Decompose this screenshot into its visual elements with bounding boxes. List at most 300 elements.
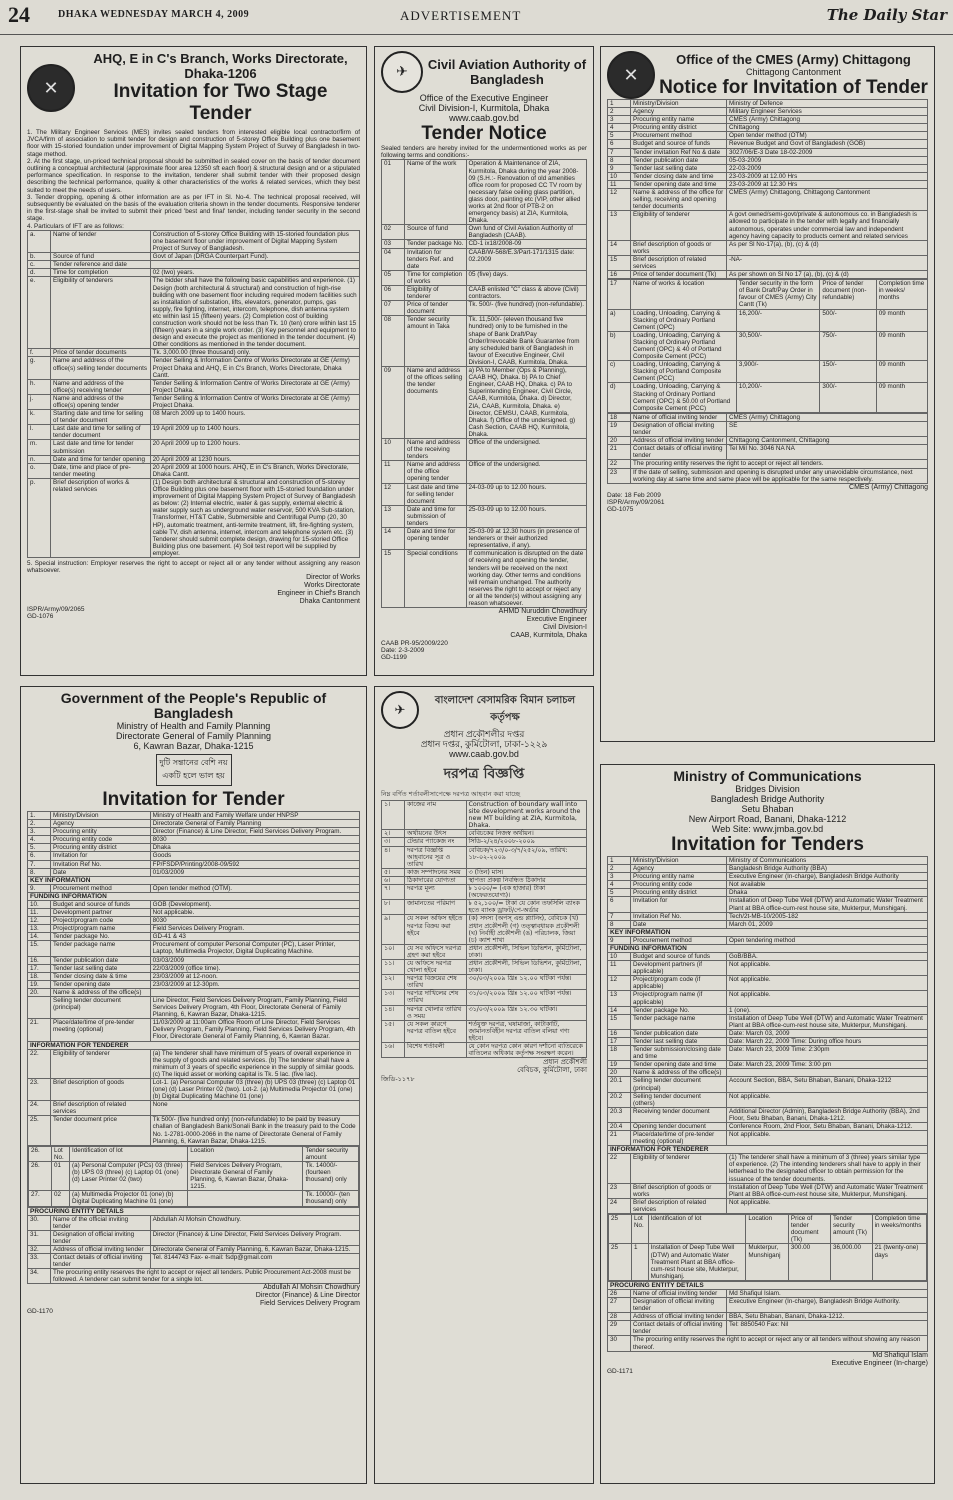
table-cell: e. [28, 277, 51, 349]
table-cell: 1 [632, 1244, 649, 1280]
table-cell: CMES (Army) Chittagong, Chittagong Cantonment [727, 189, 928, 211]
table-cell: Selling tender document (principal) [51, 996, 151, 1018]
table-cell: The procuring entity reserves the right to accept or reject any or all tenders without showing any reason thereof. [631, 1336, 928, 1351]
bn-signature [381, 1058, 587, 1074]
text-line: 6, Kawran Bazar, Dhaka-1215 [133, 741, 254, 751]
table-cell: Bangladesh Bridge Authority (BBA) [727, 865, 928, 873]
table-cell: 10 [382, 438, 405, 460]
army-emblem-icon: ✕ [607, 51, 655, 99]
table-cell: If communication is disrupted on the date of receiving and opening the tender, tenders will be received on the next working day. Other terms and conditions will remain unchanged. The authority reserves the right to accept or reject any or all the tender(s) without assigning any reason whatsoever. [466, 550, 587, 608]
table-row [382, 316, 587, 367]
table-cell: 17. [28, 964, 51, 972]
moc-table [607, 856, 928, 1352]
table-row [382, 975, 587, 990]
table-cell: Tender last selling date [631, 1037, 727, 1045]
table-row [28, 860, 360, 868]
table-row [608, 1046, 928, 1061]
table-cell: ১০। [382, 944, 405, 959]
table-cell: Name and address of the office(s) selling tender documents [51, 357, 151, 379]
text-line: ISPR/Army/09/2061 [607, 498, 665, 506]
table-row [608, 116, 928, 124]
table-cell: 21 [608, 445, 631, 460]
table-row [608, 189, 928, 211]
table-cell: 20 [608, 437, 631, 445]
table-row [28, 917, 360, 925]
caab-intro: Sealed tenders are hereby invited for the undermentioned works as per following terms and conditions:- [381, 145, 587, 160]
table-cell: Last date and time for selling tender document [405, 483, 467, 505]
table-cell: Ministry of Defence [727, 100, 928, 108]
table-row [608, 1321, 928, 1336]
table-row [608, 936, 928, 944]
table-cell: 8030 [150, 917, 359, 925]
table-cell: Source of fund [51, 253, 151, 261]
text-line: Field Services Delivery Program [260, 1300, 360, 1308]
table-cell: 19. [28, 980, 51, 988]
table-cell: Chittagong [727, 124, 928, 132]
lot-row [608, 383, 928, 412]
table-cell: Name of the work [405, 160, 467, 225]
table-cell: A govt owned/semi-govt/private & autonomous co. in Bangladesh is allowed to participate in the tender with legally and financially autonomous, operates under commercial law and independent agency having capacity to products cement and related services [727, 211, 928, 240]
table-cell: 02 [52, 1191, 70, 1206]
bn-office [381, 729, 587, 759]
table-cell: Ministry of Communications [727, 857, 928, 865]
table-row [382, 830, 587, 838]
table-cell: Not available [727, 881, 928, 889]
table-row [28, 884, 360, 892]
table-cell: Price of tender document [405, 301, 467, 316]
table-cell: Tk. 3,000.00 (three thousand) only. [150, 349, 359, 357]
text-line: Engineer in Chief's Branch [277, 590, 360, 598]
ad-caab [374, 46, 594, 676]
gob-sub [27, 721, 360, 751]
table-cell: (1) The tenderer shall have a minimum of 3 (three) years similar type of experience. (2) The intending tenderers shall have to apply in their letterhead to the designated officer to obtain permission for the issuance of the tender documents. [727, 1154, 928, 1183]
table-cell: Not applicable. [727, 991, 928, 1006]
table-cell: Budget and source of funds [51, 900, 151, 908]
table-cell: ৬। [382, 876, 405, 884]
table-cell: b. [28, 253, 51, 261]
ahq-org: AHQ, E in C's Branch, Works Directorate, Dhaka-1206 [93, 51, 348, 81]
table-cell: Time for completion of works [405, 270, 467, 285]
text-line: Director of Works [306, 574, 360, 582]
cmes-title: Notice for Invitation of Tender [659, 76, 928, 98]
table-row [382, 838, 587, 846]
table-cell: Additional Director (Admin), Bangladesh Bridge Authority (BBA), 2nd Floor, Setu Bhaban, Banani, Dhaka-1212. [727, 1107, 928, 1122]
table-cell: 24 [608, 1198, 631, 1213]
table-cell: 18. [28, 972, 51, 980]
table-cell: Name and address of the office(s) receiving tender [51, 379, 151, 394]
table-cell: 23 [608, 1183, 631, 1198]
table-row [608, 445, 928, 460]
table-cell: Place/date/time of pre-tender meeting (optional) [631, 1131, 727, 1146]
table-cell: Date: March 23, 2009 Time: 2:30pm [727, 1046, 928, 1061]
table-row [608, 437, 928, 445]
section-header-row [28, 1041, 360, 1049]
caab-logo-icon: ✈ [381, 691, 419, 729]
table-cell: k. [28, 410, 51, 425]
table-row [382, 160, 587, 225]
table-cell: Loading, Unloading, Carrying & Stacking of Ordinary Portland Cement (OPC) [631, 309, 737, 331]
cmes-lots-table [607, 279, 928, 413]
table-cell: Tender package No. [631, 1006, 727, 1014]
table-row [28, 1230, 360, 1245]
table-cell: বিশেষ শর্তাবলী [405, 1043, 467, 1058]
table-cell: 11 [608, 180, 631, 188]
table-cell: CD-1 ix18/2008-09 [466, 240, 587, 248]
table-cell: Open tender method (OTM) [727, 132, 928, 140]
table-cell: 22. [28, 1049, 51, 1078]
table-cell: 20 April 2009 at 1000 hours. AHQ, E in C's Branch, Works Directorate, Dhaka Cantt. [150, 463, 359, 478]
table-cell: Price of tender document (Tk) [631, 271, 727, 279]
table-cell: Loading, Unloading, Carrying & Stacking of Ordinary Portland Cement (OPC) & 40 of Portland Composite Cement (PCC) [631, 331, 737, 360]
gob-signature [27, 1284, 360, 1308]
table-cell: 09 month [876, 331, 927, 360]
table-cell: Construction of boundary wall into site development works around the new MT building at ZIA, Kurmitola, Dhaka. [466, 801, 587, 830]
table-cell: ১৫। [382, 1020, 405, 1042]
table-row [28, 440, 360, 455]
bn-intro: নিম্ন বর্ণিত শর্তাবলীসাপেক্ষে দরপত্র আহবান করা যাচ্ছে [381, 790, 520, 798]
table-cell: 4 [608, 124, 631, 132]
table-cell: Name and address of the offices selling the tender documents [405, 367, 467, 439]
caab-signature [381, 608, 587, 640]
section-header: PROCURING ENTITY DETAILS [608, 1281, 928, 1289]
table-cell: Installation of Deep Tube Well (DTW) and Automatic Water Treatment Plant at BBA office-cum-rest house site, Mukterpur, Munshiganj. [727, 897, 928, 912]
table-cell: Selling tender document (principal) [631, 1077, 727, 1092]
text-line: Office of the Executive Engineer [419, 93, 549, 103]
table-cell: 30. [28, 1215, 51, 1230]
table-cell: Project/program code (if applicable) [631, 976, 727, 991]
caab-office [381, 93, 587, 123]
section-header-row [608, 1281, 928, 1289]
table-cell: Procurement method [631, 936, 727, 944]
table-cell: 29 [608, 1321, 631, 1336]
table-row [382, 367, 587, 439]
text-line: প্রধান প্রকৌশলীর দপ্তর [443, 729, 525, 739]
table-row [382, 550, 587, 608]
table-cell: Receiving tender document [631, 1107, 727, 1122]
table-cell: Tender reference and date [51, 261, 151, 269]
table-cell: Completion time in weeks/ months [876, 280, 927, 309]
table-cell: Brief description of goods or works [631, 1183, 727, 1198]
table-cell: Address of official inviting tender [51, 1245, 151, 1253]
table-cell: দরপত্র মূল্য [405, 885, 467, 900]
table-cell: Tender opening date [51, 980, 151, 988]
table-cell: Ministry/Division [631, 857, 727, 865]
table-row [608, 1289, 928, 1297]
table-cell: 1 [608, 857, 631, 865]
section-header-row [608, 928, 928, 936]
lot-table-row [608, 1214, 928, 1282]
table-cell: Not applicable. [727, 1198, 928, 1213]
table-cell: Office of the undersigned. [466, 461, 587, 483]
table-cell: Date, time and place of pre-tender meeting [51, 463, 151, 478]
text-line: বেবিচক, কুর্মিটোলা, ঢাকা [517, 1066, 587, 1075]
table-cell: 5. [28, 844, 51, 852]
table-cell: ১৩। [382, 990, 405, 1005]
table-cell [150, 261, 359, 269]
text-line: Abdullah Al Mohsin Chowdhury [263, 1284, 360, 1292]
table-cell: n. [28, 455, 51, 463]
table-row [382, 885, 587, 900]
table-cell: Location [746, 1215, 789, 1244]
table-cell: b) [608, 331, 631, 360]
table-cell: 15. [28, 941, 51, 956]
text-line: AHMD Nuruddin Chowdhury [498, 608, 587, 616]
table-cell: Selling tender document (others) [631, 1092, 727, 1107]
text-line: Directorate General of Family Planning [115, 731, 272, 741]
text-line: New Airport Road, Banani, Dhaka-1212 [688, 814, 847, 824]
table-cell: The bidder shall have the following basic capabilities and experience. (1) Design (both architectural & structural) and construction of high-rise building with one basement floor including required modern facilities such as installation of substation, lifts, elevators, generator, pumps, gas supply, fire fighting, internet, intercom, telephone, dish antenna system etc within last 15 (fifteen) years. (2) Completion cost of building construction work should not be less than Tk. 10 (ten) crore within last 15 (fifteen) years in a single work order. (3) Key personnel and equipment to design and execute the project as mentioned in the tender document. (4) Other conditions as mentioned in the tender document. [150, 277, 359, 349]
table-cell: 17 [608, 1037, 631, 1045]
table-cell: Time for completion [51, 269, 151, 277]
table-row [608, 1336, 928, 1351]
table-cell: 22-03-2009 [727, 164, 928, 172]
table-row [608, 1061, 928, 1069]
ahq-special: 5. Special instruction: Employer reserves the right to accept or reject all or any tender without assigning any reason whatsoever. [27, 559, 360, 575]
table-cell: Own fund of Civil Aviation Authority of Bangladesh (CAAB). [466, 225, 587, 240]
ad-ahq [20, 46, 367, 676]
table-row [382, 286, 587, 301]
table-cell: j. [28, 394, 51, 409]
table-row [382, 1043, 587, 1058]
table-cell: যে সব অফিসে দরপত্র গ্রহণ করা হইবে [405, 944, 467, 959]
table-cell: 11. [28, 908, 51, 916]
table-cell: 23/03/2009 at 12-noon. [150, 972, 359, 980]
table-cell: Lot No. [632, 1215, 649, 1244]
table-cell: 4. [28, 836, 51, 844]
table-cell: Development partners (if applicable) [631, 961, 727, 976]
table-cell: Procurement method [51, 884, 151, 892]
table-row [608, 460, 928, 468]
table-cell: Tk. 500/- (five hundred) (non-refundable). [466, 301, 587, 316]
cmes-table [607, 99, 928, 279]
table-row [28, 1078, 360, 1100]
table-cell: Tender closing date and time [631, 172, 727, 180]
text-line: Ministry of Health and Family Planning [116, 721, 271, 731]
table-row [382, 505, 587, 527]
table-cell: 23 [608, 468, 631, 483]
table-cell: ১২। [382, 975, 405, 990]
table-cell: ৩১/০৩/২০০৯ খ্রিঃ ১২.০০ ঘটিকা পর্যন্ত। [466, 990, 587, 1005]
table-row [28, 349, 360, 357]
table-cell: 27 [608, 1297, 631, 1312]
table-cell: প্রধান প্রকৌশলী, সিভিল ডিভিশন, কুর্মিটোলা, ঢাকা। [466, 959, 587, 974]
ahq-para-3: 3. Tender dropping, opening & other information are as per IFT in Sl. No-4. The technical proposal received, will subsequently be evaluated on the basis of the evaluation criteria shown in the tender documents. Responsive tenderer in the first-stage shall be invited to submit their priced 'best and final' tender, including tender security in the second stage. [27, 193, 360, 223]
table-cell: Contact details of official inviting tender [631, 1321, 727, 1336]
table-cell: Project/program name (if applicable) [631, 991, 727, 1006]
table-row [28, 828, 360, 836]
table-cell: Goods [150, 852, 359, 860]
text-line: Executive Engineer [526, 616, 587, 624]
table-cell: 12 [608, 976, 631, 991]
gob-lots-table [28, 1146, 359, 1207]
table-cell: Brief description of works & related services [51, 478, 151, 557]
table-cell: কাজ সম্পাদনের সময় [405, 868, 467, 876]
table-row [608, 132, 928, 140]
table-row [382, 1020, 587, 1042]
table-row [382, 990, 587, 1005]
table-cell: 9. [28, 884, 51, 892]
table-cell: Source of fund [405, 225, 467, 240]
table-row [608, 124, 928, 132]
table-row [382, 301, 587, 316]
table-row [608, 991, 928, 1006]
table-row [608, 952, 928, 960]
table-cell: 02 [382, 225, 405, 240]
table-row [382, 959, 587, 974]
table-row [608, 976, 928, 991]
table-cell: Name of tender [51, 230, 151, 252]
gob-ref [27, 1308, 360, 1315]
ad-caab-bangla [374, 686, 594, 1484]
table-row [28, 933, 360, 941]
table-cell: Tel: 8850540 Fax: Nil [727, 1321, 928, 1336]
table-cell: Procuring entity code [631, 881, 727, 889]
table-cell: 11/03/2009 at 11:00am Office Room of Line Director, Field Services Delivery Program, Family Planning, Field Services Delivery Program, 4th Floor, Directorate General of Family Planning, 6, Kawran Bazar. [150, 1019, 359, 1041]
table-cell: 9 [608, 164, 631, 172]
table-cell: 10. [28, 900, 51, 908]
table-cell: The procuring entity reserves the right to accept or reject all tenders. [631, 460, 928, 468]
table-cell: 2. [28, 820, 51, 828]
table-cell: Director (Finance) & Line Director, Field Services Delivery Program. [150, 1230, 359, 1245]
table-cell: Ministry of Health and Family Welfare under HNPSP [150, 812, 359, 820]
table-cell: Budget and source of funds [631, 140, 727, 148]
table-cell: 34. [28, 1269, 51, 1284]
table-cell: Tender package No. [51, 933, 151, 941]
table-cell: Not applicable. [727, 1092, 928, 1107]
table-cell: 02 (two) years. [150, 269, 359, 277]
table-cell: ৩। [382, 838, 405, 846]
table-cell: 14. [28, 933, 51, 941]
table-cell: 19 [608, 1061, 631, 1069]
table-cell: a) [608, 309, 631, 331]
table-row [382, 270, 587, 285]
table-cell: দরপত্র বিক্রয়ের শেষ তারিখ [405, 975, 467, 990]
table-cell: Agency [631, 865, 727, 873]
table-row [382, 438, 587, 460]
table-cell: 22 [608, 1154, 631, 1183]
table-row [608, 912, 928, 920]
table-cell [28, 996, 51, 1018]
table-cell: Tender Selling & Information Centre of Works Directorate at GE (Army) Project Dhaka and AHQ, E in C's Branch, Works Directorate, Dhaka Cantt. [150, 357, 359, 379]
table-cell: Date [631, 920, 727, 928]
table-cell: c) [608, 361, 631, 383]
lot-header-row [608, 280, 928, 309]
table-row [608, 180, 928, 188]
table-row [608, 873, 928, 881]
table-cell: 24-03-09 up to 12.00 hours. [466, 483, 587, 505]
table-row [28, 836, 360, 844]
table-row [608, 255, 928, 270]
table-cell: Procurement of computer Personal Computer (PC), Laser Printer, Laptop, Multimedia Projector, Digital Duplicating Machine. [150, 941, 359, 956]
table-cell: Operation & Maintenance of ZIA, Kurmitola, Dhaka during the year 2008-09 (S.H.:- Renovation of old amenities office room for proposed CC TV room by necessary false ceiling glass partition, glass door, painting etc (VIP, other allied works at 2nd floor of PTB-2 on emergency basis) at ZIA, Kurmitola, Dhaka. [466, 160, 587, 225]
table-cell: Project/program code [51, 917, 151, 925]
table-cell: 33. [28, 1253, 51, 1268]
table-row [382, 900, 587, 915]
table-cell: Tender publication date [631, 1029, 727, 1037]
text-line: জিডি-১১৭৮ [381, 1075, 415, 1084]
table-cell: Field Services Delivery Program, Directorate General of Family Planning, 6, Kawran Bazar, Dhaka-1215. [188, 1161, 303, 1190]
masthead [0, 0, 953, 35]
table-cell: Tender last selling date [51, 964, 151, 972]
table-cell: Designation of official inviting tender [51, 1230, 151, 1245]
lot-header-row [29, 1146, 359, 1161]
cmes-org: Office of the CMES (Army) Chittagong [676, 51, 911, 67]
table-cell: Chittagong Cantonment, Chittagong [727, 437, 928, 445]
moc-title: Invitation for Tenders [671, 834, 864, 855]
table-cell: Office of the undersigned. [466, 438, 587, 460]
table-cell: Conference Room, 2nd Floor, Setu Bhaban, Banani, Dhaka-1212. [727, 1123, 928, 1131]
table-cell: Tender security in the form of Bank Draft/Pay Order in favour of CMES (Army) City Cantt (Tk) [736, 280, 819, 309]
text-line: CMES (Army) Chittagong [849, 483, 928, 491]
table-row [28, 394, 360, 409]
ahq-table [27, 230, 360, 558]
table-cell: None [150, 1101, 359, 1116]
table-cell: অর্থায়নের উৎস [405, 830, 467, 838]
table-cell: 15 [382, 550, 405, 608]
table-cell: Date [51, 868, 151, 876]
table-cell: Brief description of related services [631, 1198, 727, 1213]
table-row [608, 865, 928, 873]
army-emblem-icon: ✕ [27, 64, 75, 112]
bn-table [381, 800, 587, 1058]
table-cell: Tender document price [51, 1116, 151, 1145]
lot-row [608, 361, 928, 383]
table-cell: কাজের নাম [405, 801, 467, 830]
text-line: Date: 18 Feb 2009 [607, 491, 661, 499]
table-cell: 12. [28, 917, 51, 925]
table-row [28, 1269, 360, 1284]
gob-table [27, 811, 360, 1284]
table-cell: 1. [28, 812, 51, 820]
table-cell: GOB (Development). [150, 900, 359, 908]
table-cell: Tender invitation Ref No & date [631, 148, 727, 156]
table-cell: Executive Engineer (In-charge), Bangladesh Bridge Authority [727, 873, 928, 881]
table-cell: Date and time for submission of tenders [405, 505, 467, 527]
table-cell: জামানতের পরিমাণ [405, 900, 467, 915]
table-cell: Procurement method [631, 132, 727, 140]
table-cell: Date: March 03, 2009 [727, 1029, 928, 1037]
table-cell: 03/03/2009 [150, 956, 359, 964]
table-cell: ৩ (তিন) মাস। [466, 868, 587, 876]
table-row [28, 956, 360, 964]
table-row [608, 1069, 928, 1077]
bn-title: দরপত্র বিজ্ঞপ্তি [443, 766, 525, 782]
table-cell: Name of works & location [631, 280, 737, 309]
table-cell: Ministry/Division [51, 812, 151, 820]
table-cell: 30 [608, 1336, 631, 1351]
table-cell [188, 1191, 303, 1206]
table-cell: GD-41 & 43 [150, 933, 359, 941]
lot-table-row [28, 1145, 360, 1207]
ahq-title: Invitation for Two Stage Tender [113, 81, 328, 124]
table-cell: (a) Multimedia Projector 01 (one) (b) Digital Duplicating Machine 01 (one) [70, 1191, 188, 1206]
text-line: Bangladesh Bridge Authority [710, 794, 825, 804]
table-cell: 13 [608, 991, 631, 1006]
table-cell: 300.00 [788, 1244, 830, 1280]
table-cell: 23-03-2009 at 12.00 Hrs [727, 172, 928, 180]
table-cell: ৳ ৫২,১০০/= টাকা যে কোন তফসিলি ব্যাংক হতে ব্যাংক ড্রাফট/পে-অর্ডার [466, 900, 587, 915]
table-row [382, 225, 587, 240]
table-cell: ৪। [382, 846, 405, 868]
caab-logo-icon: ✈ [381, 51, 423, 93]
section-header: INFORMATION FOR TENDERER [608, 1146, 928, 1154]
table-cell: Starting date and time for selling of tender document [51, 410, 151, 425]
table-cell: Date: March 22, 2009 Time: During office hours [727, 1037, 928, 1045]
table-cell: ৮। [382, 900, 405, 915]
table-cell: 7. [28, 860, 51, 868]
table-cell: 25 [609, 1215, 632, 1244]
table-cell: CAAB enlisted "C" class & above (Civil) contractors. [466, 286, 587, 301]
